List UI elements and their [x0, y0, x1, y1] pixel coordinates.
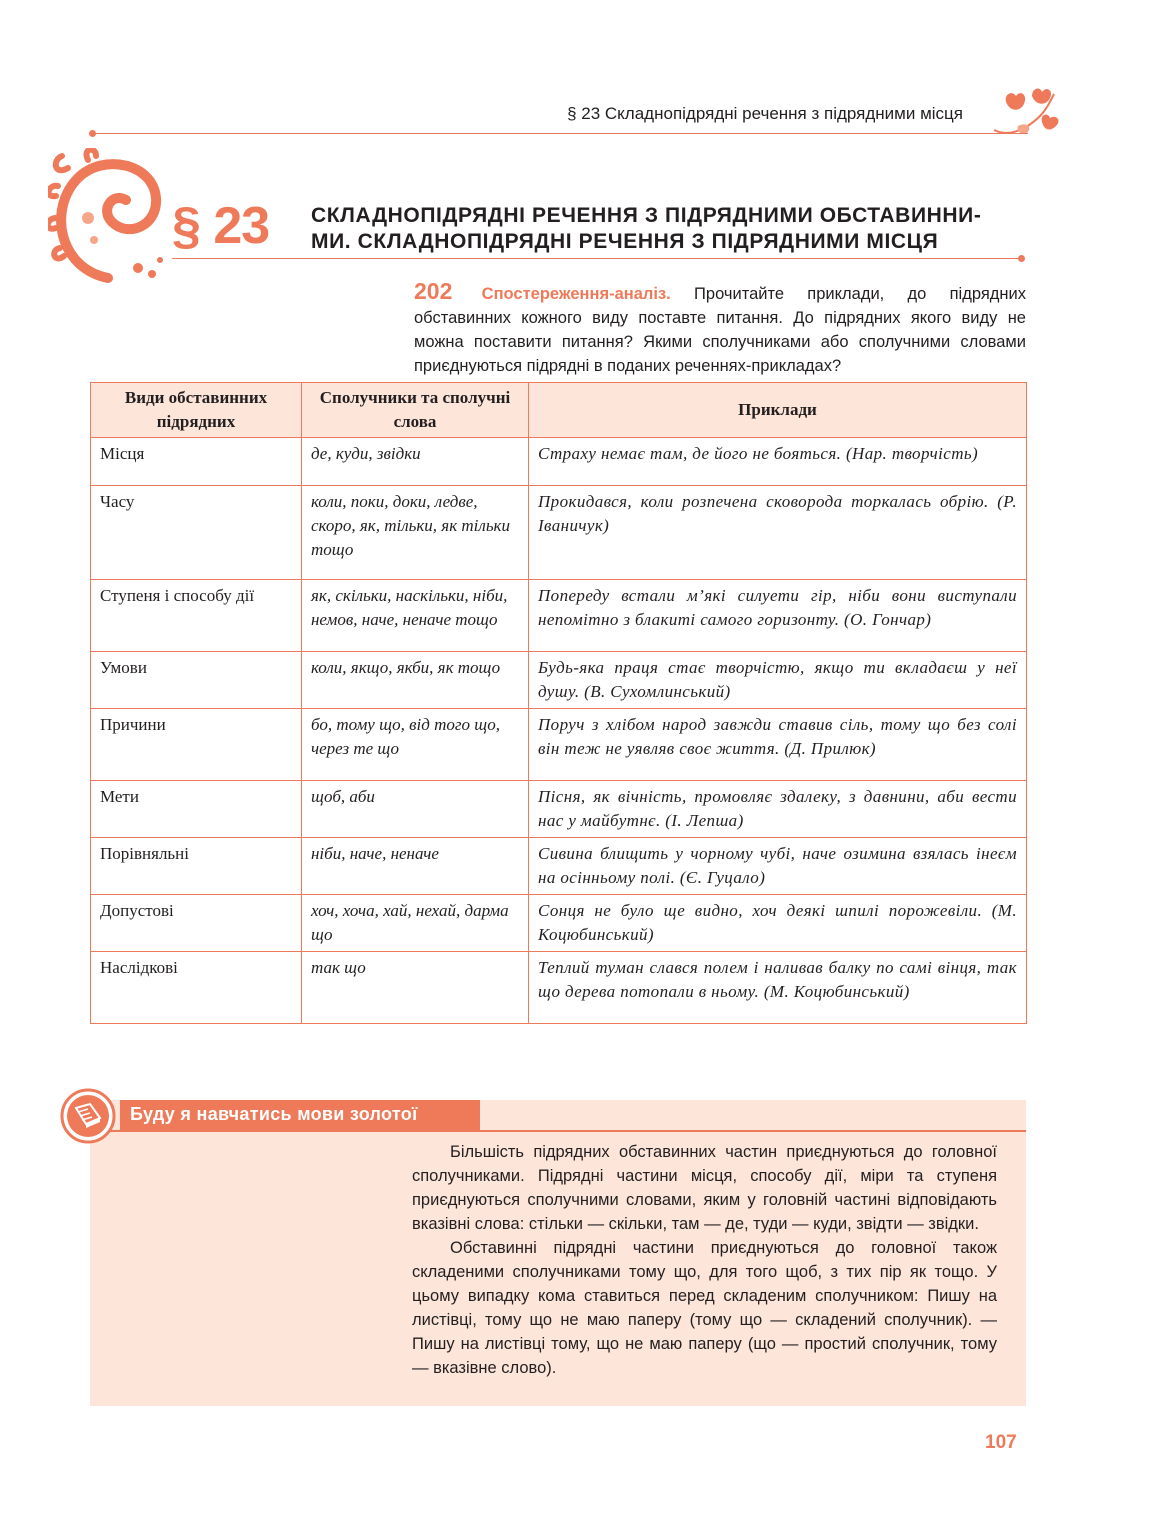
table-row [91, 486, 1027, 580]
clause-type: Наслідкові [91, 952, 302, 1024]
running-head: § 23 Складнопідрядні речення з підрядними місця [567, 104, 963, 123]
column-header: Сполучники та сполучні слова [302, 383, 529, 438]
task-text: Прочитайте приклади, до підрядних обставинних кожного виду поставте питання. До підрядних якого виду не можна поставити питання? Якими сполучниками або сполучними словами приєднуються підрядні в поданих реченнях-прикладах? [414, 285, 1026, 375]
rule-header-line [90, 1130, 1026, 1132]
example: Теплий туман слався полем і наливав балку по самі вінця, так що дерева потопали в ньому. (М. Коцюбинський) [529, 952, 1027, 1024]
conjunctions: бо, тому що, від того що, через те що [302, 709, 529, 781]
rule-title: Буду я навчатись мови золотої [130, 1104, 418, 1124]
clause-type: Допустові [91, 895, 302, 952]
rule-end-dot [89, 130, 96, 137]
rule-paragraph: Обставинні підрядні частини приєднуються до головної також складеними сполучниками тому що, для того щоб, з тих пір як тощо. У цьому випадку кома ставиться перед складеним сполучником: Пишу на листівці, тому що не маю паперу (тому що — складений сполучник). — Пишу на листівці тому, що не маю паперу (що — простий сполучник, тому — вказівне слово). [412, 1239, 997, 1377]
table-row [91, 709, 1027, 781]
example: Будь-яка праця стає творчістю, якщо ти вкладаєш у неї душу. (В. Сухомлинський) [529, 652, 1027, 709]
table-row [91, 580, 1027, 652]
clause-type: Умови [91, 652, 302, 709]
example: Прокидався, коли розпечена сковорода торкалась обрію. (Р. Іваничук) [529, 486, 1027, 580]
rule-text [412, 1140, 997, 1380]
conjunctions: коли, поки, доки, ледве, скоро, як, тільки, як тільки тощо [302, 486, 529, 580]
title-rule-dot [1018, 255, 1025, 262]
rule-paragraph: Більшість підрядних обставинних частин приєднуються до головної сполучниками. Підрядні частини місця, способу дії, міри та ступеня приєднуються сполучними словами, яким у головній частині відповідають вказівні слова: стільки — скільки, там — де, туди — куди, звідти — звідки. [412, 1143, 997, 1233]
section-number: § 23 [172, 197, 270, 255]
column-header: Приклади [529, 383, 1027, 438]
table-row [91, 952, 1027, 1024]
example: Сивина блищить у чорному чубі, наче озимина взялась інеєм на осінньому полі. (Є. Гуцало) [529, 838, 1027, 895]
clause-type: Мети [91, 781, 302, 838]
clause-type: Причини [91, 709, 302, 781]
column-header: Види обставинних підрядних [91, 383, 302, 438]
table-row [91, 781, 1027, 838]
adverbial-clauses-table [90, 382, 1027, 1024]
section-title-line-1: СКЛАДНОПІДРЯДНІ РЕЧЕННЯ З ПІДРЯДНИМИ ОБСТАВИННИ- [311, 204, 982, 227]
table-row [91, 895, 1027, 952]
book-icon [60, 1088, 116, 1144]
example: Попереду встали м’які силуети гір, ніби вони виступали непомітно з блакиті самого горизонту. (О. Гончар) [529, 580, 1027, 652]
decorative-swirl-ornament-icon [48, 148, 166, 288]
example: Пісня, як вічність, промовляє здалеку, з давнини, аби вести нас у майбутнє. (І. Лепша) [529, 781, 1027, 838]
section-title [311, 203, 1031, 255]
task-202 [414, 279, 1026, 378]
page-number: 107 [985, 1432, 1017, 1453]
conjunctions: щоб, аби [302, 781, 529, 838]
table-row [91, 652, 1027, 709]
example: Поруч з хлібом народ завжди ставив сіль, тому що без солі він теж не уявляв своє життя. (Д. Прилюк) [529, 709, 1027, 781]
clause-type: Часу [91, 486, 302, 580]
task-label: Спостереження-аналіз. [481, 285, 671, 303]
conjunctions: так що [302, 952, 529, 1024]
conjunctions: де, куди, звідки [302, 438, 529, 486]
title-rule [172, 258, 1022, 259]
example: Сонця не було ще видно, хоч деякі шпилі порожевіли. (М. Коцюбинський) [529, 895, 1027, 952]
section-title-line-2: МИ. СКЛАДНОПІДРЯДНІ РЕЧЕННЯ З ПІДРЯДНИМИ МІСЦЯ [311, 230, 939, 253]
conjunctions: як, скільки, наскільки, ніби, немов, наче, неначе тощо [302, 580, 529, 652]
conjunctions: ніби, наче, неначе [302, 838, 529, 895]
table-row [91, 838, 1027, 895]
clause-type: Місця [91, 438, 302, 486]
task-number: 202 [414, 278, 453, 304]
conjunctions: хоч, хоча, хай, нехай, дарма що [302, 895, 529, 952]
table-row [91, 438, 1027, 486]
header-rule [93, 133, 1028, 134]
clause-type: Порівняльні [91, 838, 302, 895]
conjunctions: коли, якщо, якби, як тощо [302, 652, 529, 709]
table-header-row [91, 383, 1027, 438]
flower-ornament-icon [988, 86, 1068, 144]
example: Страху немає там, де його не бояться. (Нар. творчість) [529, 438, 1027, 486]
clause-type: Ступеня і способу дії [91, 580, 302, 652]
